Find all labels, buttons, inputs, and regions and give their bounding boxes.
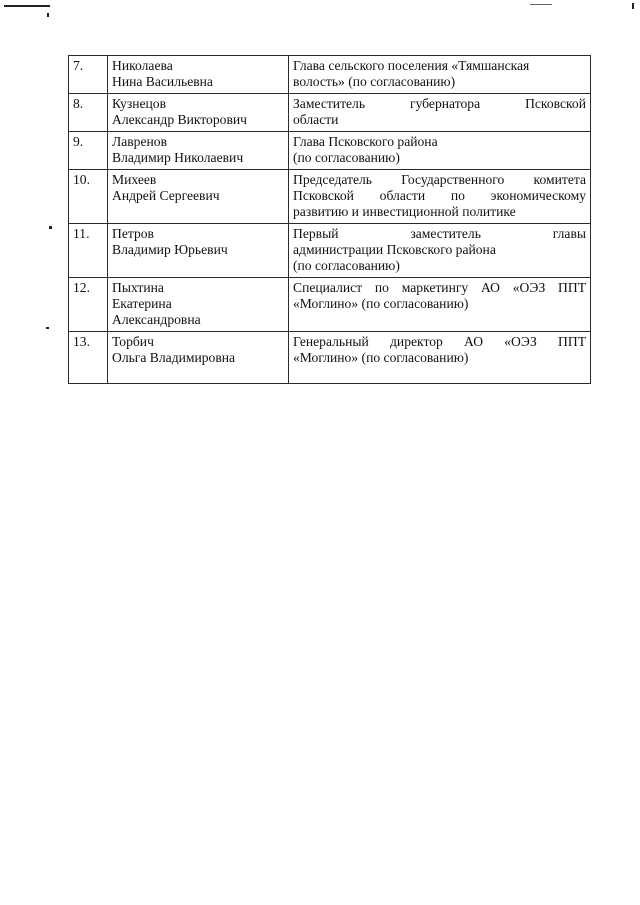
member-surname: Михеев xyxy=(112,172,157,187)
position-line: волость» (по согласованию) xyxy=(293,74,456,89)
members-table xyxy=(68,55,591,384)
position-line: Глава Псковского района xyxy=(293,134,438,149)
member-surname: Петров xyxy=(112,226,154,241)
scan-mark-top-left-dot xyxy=(47,13,49,17)
member-position xyxy=(289,224,591,278)
member-name xyxy=(108,170,289,224)
member-given-names: Александр Викторович xyxy=(112,112,247,127)
member-position xyxy=(289,332,591,384)
row-number: 11. xyxy=(69,224,108,278)
row-number: 9. xyxy=(69,132,108,170)
position-line: области xyxy=(293,112,339,127)
member-position xyxy=(289,170,591,224)
table-row xyxy=(69,170,591,224)
member-surname: Кузнецов xyxy=(112,96,167,111)
member-name xyxy=(108,224,289,278)
member-given-names: Ольга Владимировна xyxy=(112,350,236,365)
table-row xyxy=(69,278,591,332)
table-row xyxy=(69,224,591,278)
member-given-names: Владимир Юрьевич xyxy=(112,242,228,257)
scan-mark-top-right-edge xyxy=(632,3,634,9)
position-line: (по согласованию) xyxy=(293,150,400,165)
member-position xyxy=(289,278,591,332)
table-row xyxy=(69,94,591,132)
scan-mark-top-right xyxy=(530,4,552,5)
position-line: «Моглино» (по согласованию) xyxy=(293,350,469,365)
member-patronymic: Александровна xyxy=(112,312,201,327)
position-line: развитию и инвестиционной политике xyxy=(293,204,516,219)
row-number: 10. xyxy=(69,170,108,224)
position-line: Заместитель губернатора Псковской xyxy=(293,96,586,111)
position-line: Первый заместитель главы xyxy=(293,226,586,241)
row-number: 7. xyxy=(69,56,108,94)
member-position xyxy=(289,94,591,132)
table-row xyxy=(69,132,591,170)
member-name xyxy=(108,94,289,132)
member-position xyxy=(289,132,591,170)
member-surname: Лавренов xyxy=(112,134,167,149)
member-given-names: Нина Васильевна xyxy=(112,74,213,89)
scan-mark-top-left xyxy=(4,5,50,7)
member-given-names: Екатерина xyxy=(112,296,172,311)
position-line: Председатель Государственного комитета xyxy=(293,172,586,187)
member-name xyxy=(108,332,289,384)
scan-mark-left-dot-2 xyxy=(46,327,49,329)
member-name xyxy=(108,278,289,332)
member-given-names: Владимир Николаевич xyxy=(112,150,244,165)
position-line: «Моглино» (по согласованию) xyxy=(293,296,469,311)
member-surname: Пыхтина xyxy=(112,280,164,295)
member-given-names: Андрей Сергеевич xyxy=(112,188,220,203)
position-line: Глава сельского поселения «Тямшанская xyxy=(293,58,530,73)
position-line: администрации Псковского района xyxy=(293,242,496,257)
table-row xyxy=(69,332,591,384)
row-number: 8. xyxy=(69,94,108,132)
member-name xyxy=(108,132,289,170)
scan-mark-left-dot-1 xyxy=(49,226,52,229)
position-line: Специалист по маркетингу АО «ОЭЗ ППТ xyxy=(293,280,586,295)
row-number: 12. xyxy=(69,278,108,332)
position-line: Псковской области по экономическому xyxy=(293,188,586,203)
row-number: 13. xyxy=(69,332,108,384)
position-line: (по согласованию) xyxy=(293,258,400,273)
member-surname: Торбич xyxy=(112,334,154,349)
member-surname: Николаева xyxy=(112,58,173,73)
member-position xyxy=(289,56,591,94)
position-line: Генеральный директор АО «ОЭЗ ППТ xyxy=(293,334,586,349)
table-row xyxy=(69,56,591,94)
member-name xyxy=(108,56,289,94)
